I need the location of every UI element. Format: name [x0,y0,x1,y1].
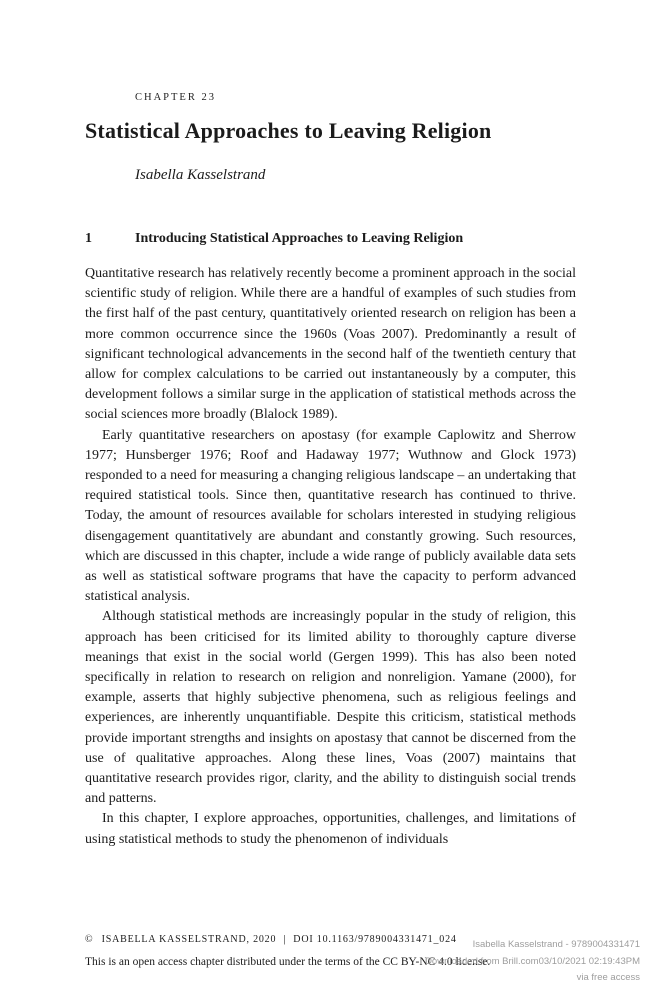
body-text [85,264,576,850]
paragraph: Quantitative research has relatively recently become a prominent approach in the social scientific study of religion. While there are a handful of examples of such studies from the first half of the past century, quantitatively oriented research on religion has been a more common occurrence since the 1960s (Voas 2007). Predominantly a result of significant technological advancements in the second half of the twentieth century that allow for complex calculations to be carried out instantaneously by a computer, this development follows a similar surge in the application of statistical methods across the social sciences more broadly (Blalock 1989). [85,266,576,423]
watermark-line-2: Downloaded from Brill.com03/10/2021 02:19:43PM [425,955,640,967]
watermark-line-1: Isabella Kasselstrand - 9789004331471 [472,939,640,950]
watermark-line-3: via free access [576,972,640,983]
section-number: 1 [85,231,92,246]
copyright-doi: DOI 10.1163/9789004331471_024 [293,934,457,945]
license-text: This is an open access chapter distributed under the terms of the CC BY-NC 4.0 license. [85,956,491,968]
section-title: Introducing Statistical Approaches to Leaving Religion [135,231,464,246]
footer-copyright [85,933,457,945]
author-name: Isabella Kasselstrand [135,167,266,183]
copyright-name: ISABELLA KASSELSTRAND, 2020 [101,934,277,945]
section-heading [85,231,576,247]
paragraph: In this chapter, I explore approaches, opportunities, challenges, and limitations of using statistical methods to study the phenomenon of individuals [85,811,576,847]
chapter-label: CHAPTER 23 [135,92,216,103]
paragraph: Although statistical methods are increasingly popular in the study of religion, this approach has been criticised for its limited ability to thoroughly capture diverse meanings that exist in the social world (Gergen 1999). This has also been noted specifically in relation to research on religion and nonreligion. Yamane (2000), for example, asserts that highly subjective phenomena, such as religious feelings and experiences, are inherently unquantifiable. Despite this criticism, statistical methods provide important strengths and insights on apostasy that cannot be discerned from the use of qualitative approaches. Along these lines, Voas (2007) maintains that quantitative research provides rigor, clarity, and the ability to distinguish social trends and patterns. [85,609,576,807]
download-watermark [425,937,640,987]
paragraph: Early quantitative researchers on apostasy (for example Caplowitz and Sherrow 1977; Hunsberger 1976; Roof and Hadaway 1977; Wuthnow and Glock 1973) responded to a need for measuring a changing religious landscape – an undertaking that required statistical tools. Since then, quantitative research has continued to thrive. Today, the amount of resources available for scholars interested in studying religious disengagement quantitatively are abundant and constantly growing. Such resources, which are discussed in this chapter, include a wide range of publicly available data sets as well as statistical software programs that have the capacity to perform advanced statistical analysis. [85,427,577,605]
copyright-symbol: © [85,934,93,945]
page-title: Statistical Approaches to Leaving Religion [85,118,492,143]
footer-divider: | [283,933,287,945]
